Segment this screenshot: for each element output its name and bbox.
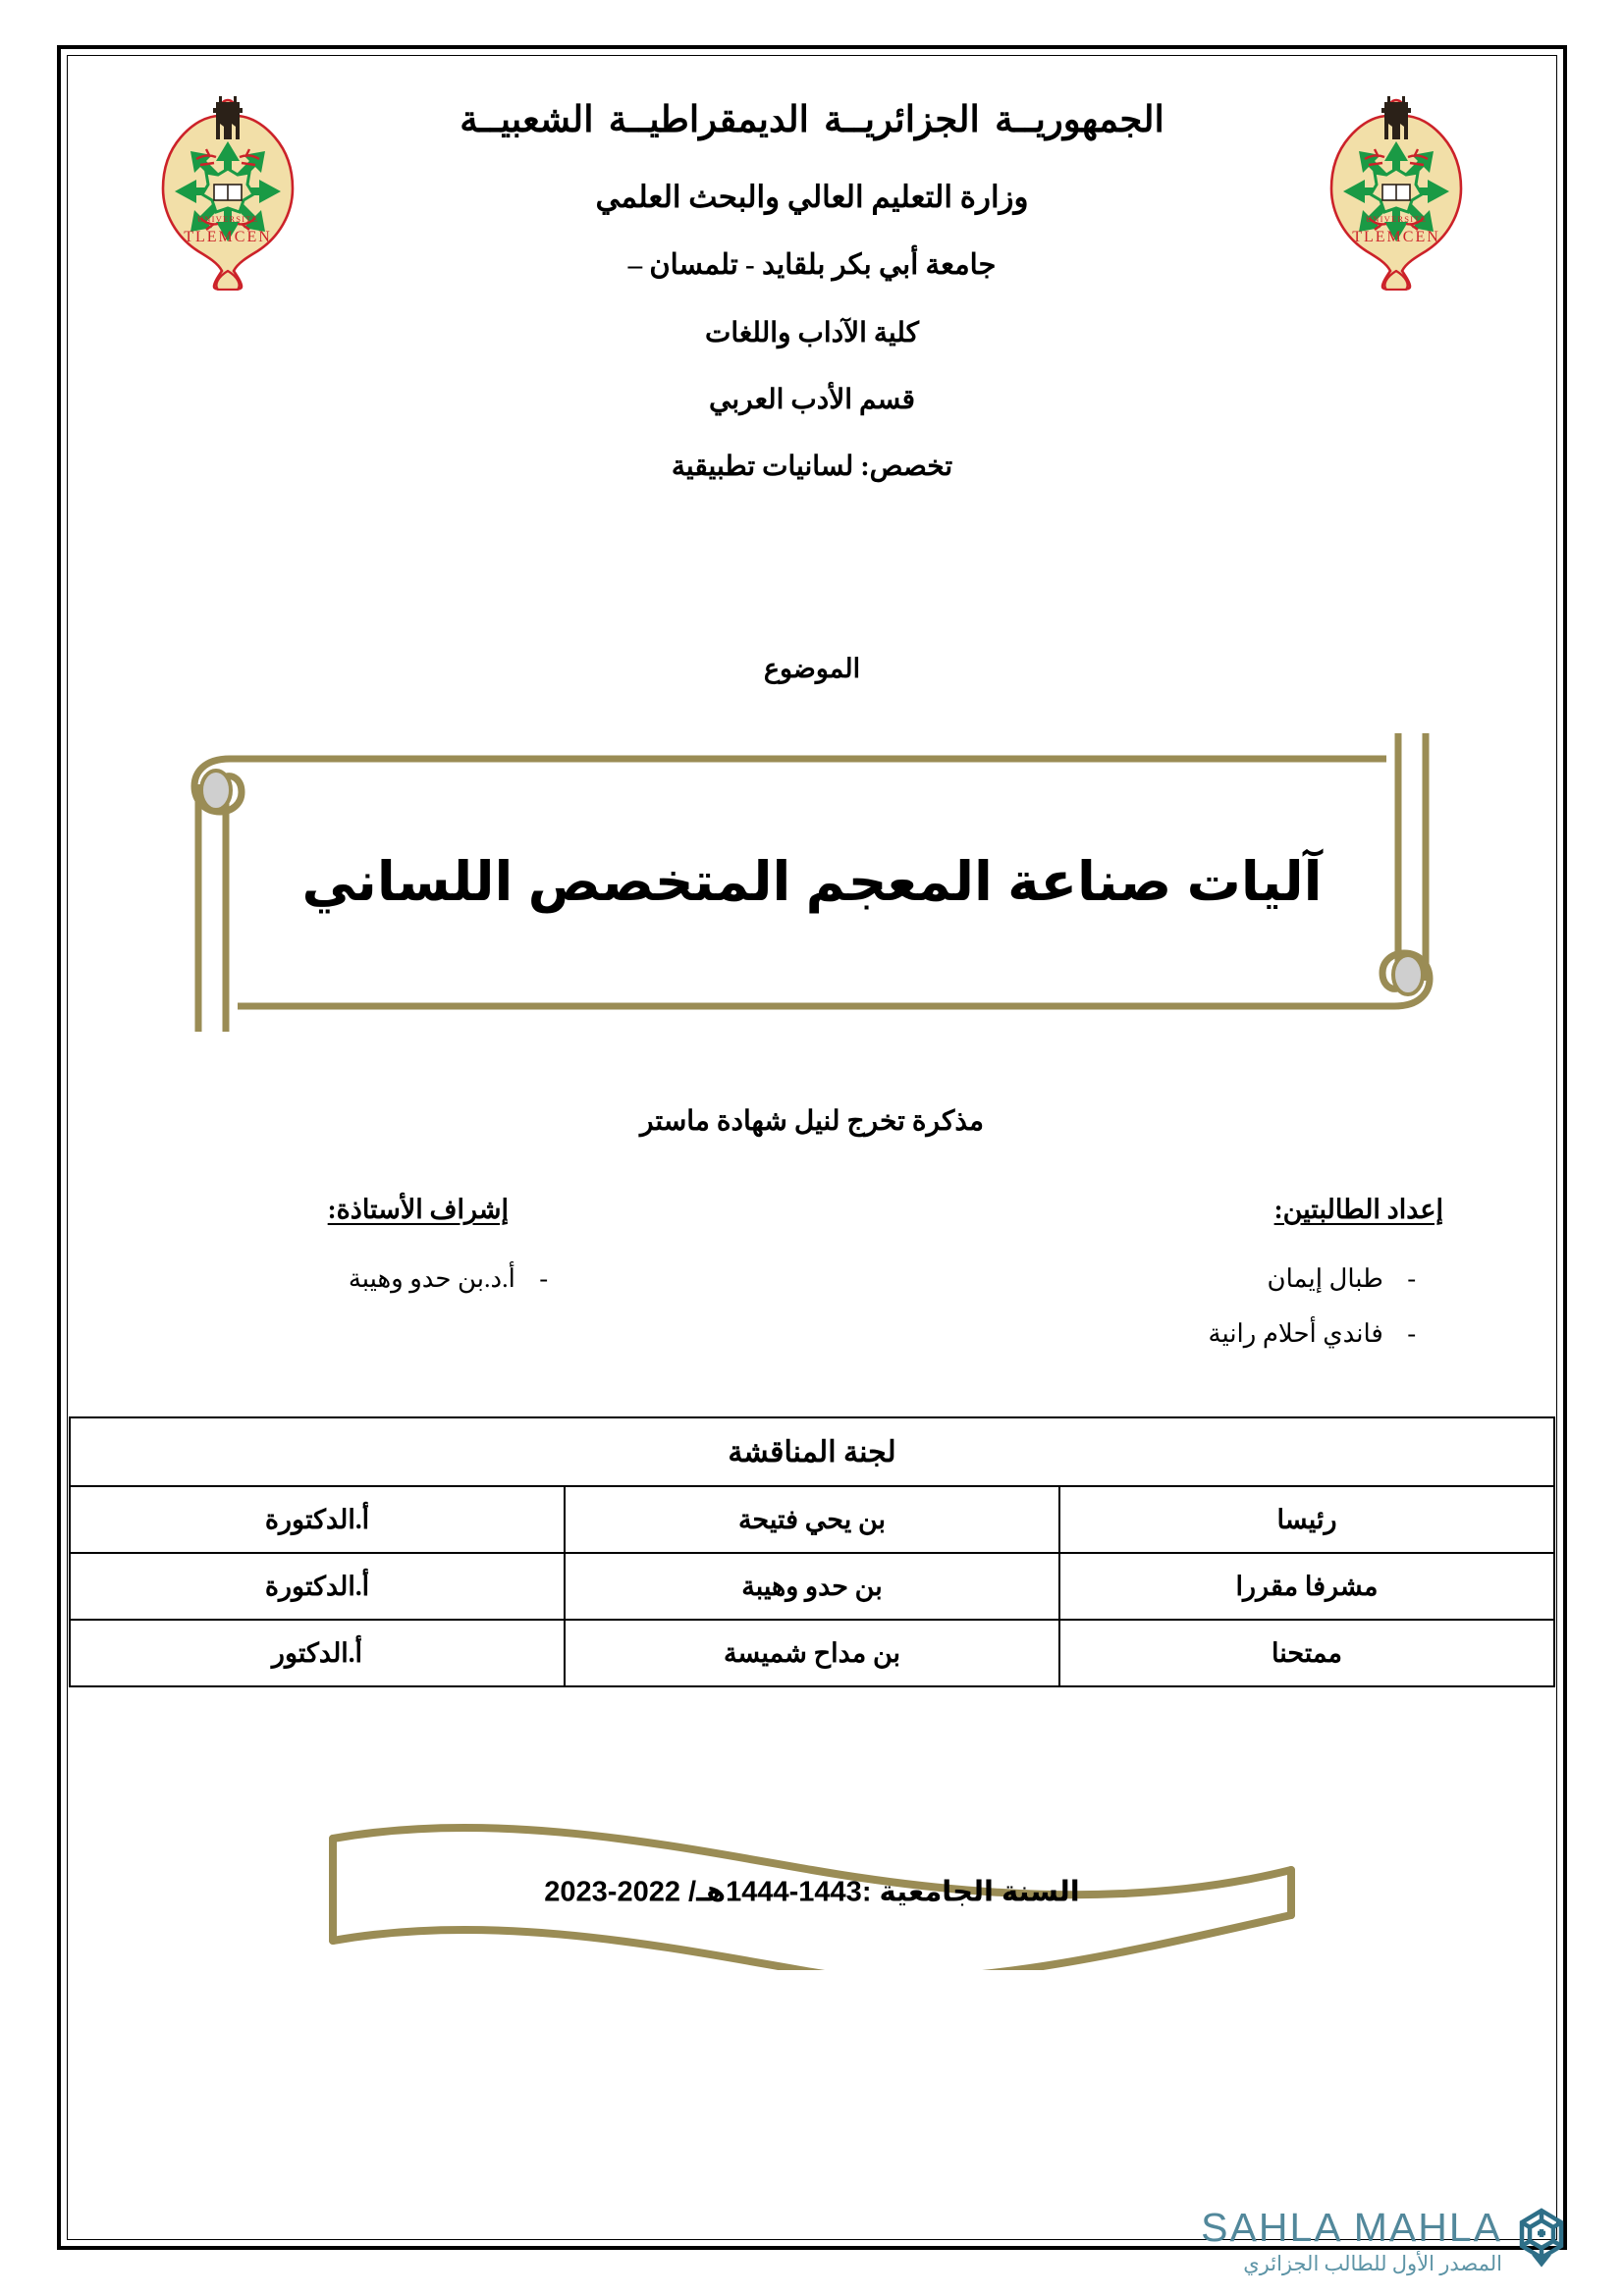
geometric-knot-icon [1512,2207,1571,2274]
committee-role: مشرفا مقررا [1059,1553,1554,1620]
table-row [70,1486,1554,1553]
students-heading: إعداد الطالبتين: [1273,1195,1443,1224]
svg-text:UNIVERSITE: UNIVERSITE [1365,214,1428,224]
svg-text:TLEMCEN: TLEMCEN [1352,229,1440,245]
table-row [70,1620,1554,1686]
watermark-text-block [1201,2204,1502,2275]
committee-name: بن يحي فتيحة [565,1486,1059,1553]
cover-page-content [69,57,1555,2238]
thesis-title: آليات صناعة المعجم المتخصص اللساني [301,851,1323,912]
header-line-faculty: كلية الآداب واللغات [705,317,919,348]
emblem-caption-universite: UNIVERSITE [196,214,259,224]
header-line-ministry: وزارة التعليم العالي والبحث العلمي [595,179,1029,214]
committee-heading: لجنة المناقشة [70,1417,1554,1486]
student-name: فاندي أحلام رانية [1208,1319,1383,1348]
committee-title: أ.الدكتورة [70,1553,565,1620]
students-column [1023,1195,1534,1374]
table-row [70,1553,1554,1620]
degree-statement: مذكرة تخرج لنيل شهادة ماستر [639,1106,985,1137]
header-line-specialty: تخصص: لسانيات تطبيقية [671,451,953,482]
header-line-university: جامعة أبي بكر بلقايد - تلمسان – [627,249,997,282]
watermark-brand-name: SAHLA MAHLA [1201,2204,1502,2250]
header-line-department: قسم الأدب العربي [709,384,915,415]
title-scroll-banner [169,720,1455,1043]
emblem-caption-tlemcen: TLEMCEN [184,229,272,245]
supervisor-name: أ.د.بن حدو وهيبة [348,1264,515,1293]
student-name: طبال إيمان [1267,1264,1383,1293]
header-line-republic: الجمهوريــة الجزائريــة الديمقراطيــة الشعبيــة [460,100,1164,140]
committee-role: ممتحنا [1059,1620,1554,1686]
watermark-tagline: المصدر الأول للطالب الجزائري [1243,2251,1502,2275]
supervisor-column [145,1195,656,1319]
list-dash: - [1407,1319,1416,1348]
list-dash: - [1407,1264,1416,1293]
committee-role: رئيسا [1059,1486,1554,1553]
committee-name: بن مداح شميسة [565,1620,1059,1686]
supervisor-heading: إشراف الأستاذة: [327,1195,509,1224]
academic-year-ribbon [321,1813,1303,1970]
student-item [1023,1319,1534,1349]
header-text-block [69,100,1555,483]
committee-title: أ.الدكتورة [70,1486,565,1553]
supervisor-item [145,1264,656,1294]
subject-label: الموضوع [763,654,861,683]
credits-section [69,1195,1555,1381]
sahla-mahla-watermark [1201,2204,1571,2275]
committee-name: بن حدو وهيبة [565,1553,1059,1620]
academic-year-text: السنة الجامعية :1443-1444هـ/ 2022-2023 [544,1876,1080,1908]
defense-committee-table [69,1416,1555,1687]
list-dash: - [539,1264,548,1293]
table-header-row [70,1417,1554,1486]
header-section [69,57,1555,567]
committee-title: أ.الدكتور [70,1620,565,1686]
student-item [1023,1264,1534,1294]
